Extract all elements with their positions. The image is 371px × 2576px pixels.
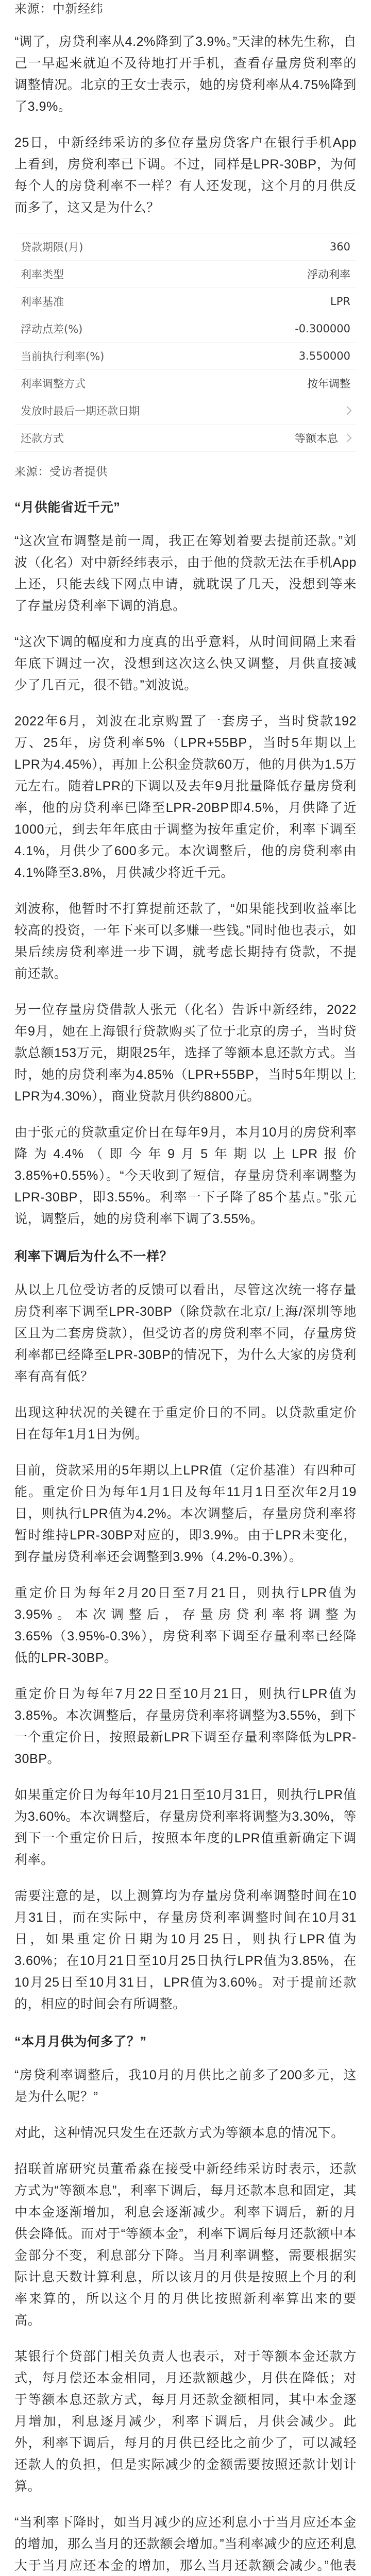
paragraph: 某银行个贷部门相关负责人也表示，对于等额本金还款方式，每月偿还本金相同，月还款额越少，月供在降低；对于等额本息还款方式，每月月还款金额相同，其中本金逐月增加，利息逐月减少，利率下调后，月供会减少。此外，利率下调后，每月的月供已经比之前少了，可以减轻还款人的负担，但是实际减少的金额需要按照还款计划计算。: [14, 2349, 357, 2494]
section-title: “本月月供为何多了？”: [14, 2035, 147, 2049]
chevron-right-icon: [343, 406, 352, 415]
paragraph: “房贷利率调整后，我10月的月供比之前多了200多元，这是为什么呢？”: [14, 2068, 357, 2104]
loan-row: [14, 288, 357, 315]
row-value: 等额本息: [295, 430, 350, 446]
loan-row: [14, 397, 357, 425]
row-label: 浮动点差(%): [21, 323, 83, 335]
paragraph: 如果重定价日为每年10月21日至10月31日，则执行LPR值为3.60%。本次调整后，存量房贷利率将调整为3.30%，等到下一个重定价日后，按照本年度的LPR值重新确定下调利率。: [14, 1788, 357, 1867]
loan-row: [14, 370, 357, 397]
section-title: 利率下调后为什么不一样？: [14, 1249, 173, 1264]
row-label: 还款方式: [21, 432, 64, 445]
loan-row: [14, 315, 357, 343]
section-title: “月供能省近千元”: [14, 500, 121, 515]
paragraph: 重定价日为每年7月22日至10月21日，则执行LPR值为3.85%。本次调整后，存量房贷利率将调整为3.55%，到下一个重定价日，按照最新LPR下调至存量利率降低为LPR-30BP。: [14, 1687, 357, 1766]
row-label: 贷款期限(月): [21, 241, 83, 253]
row-value: 按年调整: [307, 378, 350, 390]
row-label: 利率类型: [21, 268, 64, 281]
loan-details-screenshot: [14, 233, 357, 452]
paragraph: 重定价日为每年2月20日至7月21日，则执行LPR值为3.95%。本次调整后，存量房贷利率将调整为3.65%（3.95%-0.3%），房贷利率下调至存量利率已经降低的LPR-30BP。: [14, 1586, 357, 1665]
paragraph: 出现这种状况的关键在于重定价日的不同。以贷款重定价日在每年1月1日为例。: [14, 1405, 357, 1442]
loan-row: [14, 425, 357, 452]
row-label: 利率调整方式: [21, 378, 86, 390]
loan-row: [14, 261, 357, 288]
row-label: 当前执行利率(%): [21, 350, 105, 363]
paragraph: “这次下调的幅度和力度真的出乎意料，从时间间隔上来看年底下调过一次，没想到这次这么快又调整，月供直接减少了几百元，很不错。”刘波说。: [14, 635, 357, 692]
paragraph: 25日，中新经纬采访的多位存量房贷客户在银行手机App上看到，房贷利率已下调。不过，同样是LPR-30BP，为何每个人的房贷利率不一样？有人还发现，这个月的月供反而多了，这又是为什么？: [14, 135, 357, 215]
paragraph: 从以上几位受访者的反馈可以看出，尽管这次统一将存量房贷利率下调至LPR-30BP（除贷款在北京/上海/深圳等地区且为二套房贷款），但受访者的房贷利率不同，存量房贷利率都已经降至LPR-30BP的情况下，为什么大家的房贷利率有高有低？: [14, 1283, 357, 1384]
loan-row: [14, 343, 357, 370]
row-value: 浮动利率: [307, 268, 350, 281]
chevron-right-icon: [343, 434, 352, 443]
paragraph: 招联首席研究员董希淼在接受中新经纬采访时表示，还款方式为“等额本息”，利率下调后，每月还款本息和固定，其中本金逐渐增加，利息会逐渐减少。利率下调后，新的月供会降低。而对于“等额本金”，利率下调后每月还款额中本金部分不变，利息部分下降。当月利率调整，需要根据实际计息天数计算利息，所以该月的月供是按照上个月的利率来算的，所以这个月的月供比按照新利率算出来的要高。: [14, 2162, 357, 2328]
paragraph: 对此，这种情况只发生在还款方式为等额本息的情况下。: [14, 2126, 345, 2140]
row-value: 3.550000: [298, 350, 350, 362]
paragraph: 目前，贷款采用的5年期以上LPR值（定价基准）有四种可能。重定价日为每年1月1日及每年11月1日至次年2月19日，则执行LPR值为4.2%。本次调整后，存量房贷利率将暂时维持LPR-30BP对应的，即3.9%。由于LPR未变化，到存量房贷利率还会调整到3.9%（4.2%-0.3%）。: [14, 1463, 357, 1564]
paragraph: “调了，房贷利率从4.2%降到了3.9%。”天津的林先生称，自己一早起来就迫不及待地打开手机，查看存量房贷利率的调整情况。北京的王女士表示，她的房贷利率从4.75%降到了3.9%。: [14, 35, 357, 114]
row-label: 发放时最后一期还款日期: [21, 405, 140, 417]
paragraph: 2022年6月，刘波在北京购置了一套房子，当时贷款192万、25年，房贷利率5%（LPR+55BP，当时5年期以上LPR为4.45%），再加上公积金贷款60万，他的月供为1.5万元左右。随着LPR的下调以及去年9月批量降低存量房贷利率，他的房贷利率已降至LPR-20BP即4.5%，月供降了近1000元，到去年年底由于调整为按年重定价，利率下调至4.1%，月供少了600多元。本次调整后，他的房贷利率由4.1%降至3.8%，月供减少将近千元。: [14, 714, 357, 880]
paragraph: “这次宣布调整是前一周，我正在筹划着要去提前还款。”刘波（化名）对中新经纬表示，由于他的贷款无法在手机App上还，只能去线下网点申请，就耽误了几天，没想到等来了存量房贷利率下调的消息。: [14, 534, 357, 613]
row-value: -0.300000: [295, 323, 350, 335]
paragraph: 由于张元的贷款重定价日在每年9月，本月10月的房贷利率降为4.4%（即今年9月5年期以上LPR报价3.85%+0.55%）。“今天收到了短信，存量房贷利率调整为LPR-30BP，即3.55%。利率一下子降了85个基点。”张元说，调整后，她的房贷利率下调了3.55%。: [14, 1125, 357, 1226]
paragraph: 需要注意的是，以上测算均为存量房贷利率调整时间在10月31日，而在实际中，存量房贷利率调整时间在10月31日，如果重定价日期为10月25日，则执行LPR值为3.60%；在10月21日至10月25日执行LPR值为3.85%，在10月25日至10月31日，LPR值为3.60%。对于提前还款的，相应的时间会有所调整。: [14, 1889, 357, 2011]
row-value: [338, 408, 350, 414]
row-label: 利率基准: [21, 296, 64, 308]
paragraph: “当利率下降时，如当月减少的应还利息小于当月应还本金的增加，那么当月的还款额会增加。”当利率减少的应还利息大于当月应还本金的增加，那么当月还款额会减少。”他表: [14, 2515, 357, 2573]
paragraph: 另一位存量房贷借款人张元（化名）告诉中新经纬，2022年9月，她在上海银行贷款购买了位于北京的房子，当时贷款总额153万元，期限25年，选择了等额本息还款方式。当时，她的房贷利率为4.85%（LPR+55BP，当时5年期以上LPR为4.30%），商业贷款月供约8800元。: [14, 1003, 357, 1104]
image-caption: 来源：受访者提供: [14, 465, 108, 478]
row-value: 360: [329, 241, 350, 253]
article-source: 来源：中新经纬: [14, 2, 104, 16]
loan-row: [14, 233, 357, 261]
paragraph: 刘波称，他暂时不打算提前还款了，“如果能找到收益率比较高的投资，一年下来可以多赚一些钱。”同时他也表示，如果后续房贷利率进一步下调，就考虑长期持有贷款，不提前还款。: [14, 902, 357, 981]
row-value: LPR: [330, 295, 350, 308]
